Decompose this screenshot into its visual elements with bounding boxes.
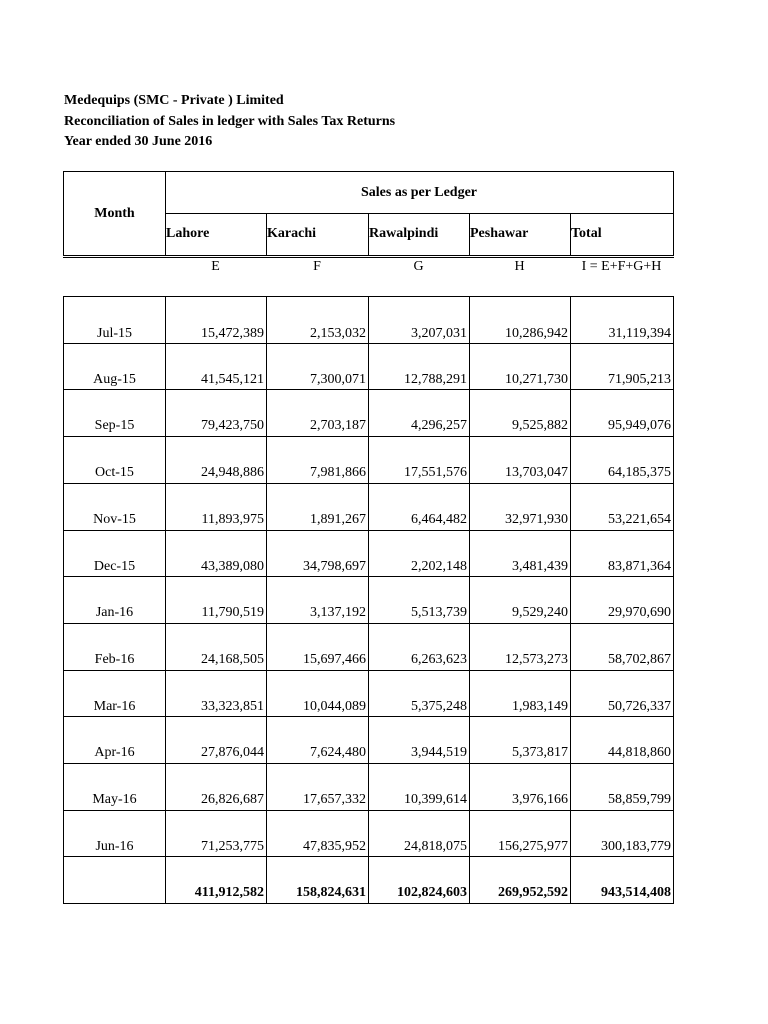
value-cell: 15,472,389 (165, 296, 267, 344)
value-cell: 5,513,739 (368, 576, 470, 624)
column-ref-4: I = E+F+G+H (581, 259, 662, 274)
value-cell: 15,697,466 (266, 623, 369, 671)
value-cell: 9,529,240 (469, 576, 571, 624)
column-header-4: Total (570, 213, 674, 256)
value-cell: 2,703,187 (266, 389, 369, 437)
value-cell: 11,893,975 (165, 483, 267, 531)
value-cell: 10,399,614 (368, 763, 470, 811)
value-cell: 12,788,291 (368, 343, 470, 390)
value-cell: 13,703,047 (469, 436, 571, 484)
column-header-3: Peshawar (469, 213, 571, 256)
month-cell: Dec-15 (63, 530, 166, 577)
value-cell: 3,481,439 (469, 530, 571, 577)
value-cell: 47,835,952 (266, 810, 369, 857)
value-cell: 41,545,121 (165, 343, 267, 390)
month-cell: Nov-15 (63, 483, 166, 531)
month-cell: Apr-16 (63, 716, 166, 764)
value-cell: 156,275,977 (469, 810, 571, 857)
value-cell: 17,657,332 (266, 763, 369, 811)
value-cell: 53,221,654 (570, 483, 674, 531)
value-cell: 34,798,697 (266, 530, 369, 577)
value-cell: 44,818,860 (570, 716, 674, 764)
value-cell: 24,948,886 (165, 436, 267, 484)
value-cell: 83,871,364 (570, 530, 674, 577)
value-cell: 3,207,031 (368, 296, 470, 344)
value-cell: 29,970,690 (570, 576, 674, 624)
value-cell: 2,153,032 (266, 296, 369, 344)
total-value-cell: 102,824,603 (368, 856, 470, 904)
report-title: Reconciliation of Sales in ledger with Sales Tax Returns (64, 113, 396, 129)
value-cell: 64,185,375 (570, 436, 674, 484)
value-cell: 17,551,576 (368, 436, 470, 484)
totals-label (63, 856, 166, 904)
month-column-header: Month (63, 171, 166, 256)
column-ref-0: E (211, 259, 220, 274)
value-cell: 27,876,044 (165, 716, 267, 764)
month-cell: Jul-15 (63, 296, 166, 344)
company-name: Medequips (SMC - Private ) Limited (64, 93, 284, 108)
value-cell: 6,464,482 (368, 483, 470, 531)
report-header (64, 91, 395, 153)
value-cell: 4,296,257 (368, 389, 470, 437)
value-cell: 2,202,148 (368, 530, 470, 577)
report-period: Year ended 30 June 2016 (64, 134, 213, 149)
value-cell: 3,944,519 (368, 716, 470, 764)
column-header-0: Lahore (165, 213, 267, 256)
total-value-cell: 158,824,631 (266, 856, 369, 904)
value-cell: 58,702,867 (570, 623, 674, 671)
month-cell: Feb-16 (63, 623, 166, 671)
month-cell: Oct-15 (63, 436, 166, 484)
value-cell: 79,423,750 (165, 389, 267, 437)
column-ref-3: H (514, 259, 525, 274)
value-cell: 24,818,075 (368, 810, 470, 857)
month-cell: Jun-16 (63, 810, 166, 857)
column-ref-2: G (413, 259, 424, 274)
sales-group-header: Sales as per Ledger (165, 171, 674, 214)
value-cell: 10,271,730 (469, 343, 571, 390)
value-cell: 43,389,080 (165, 530, 267, 577)
value-cell: 9,525,882 (469, 389, 571, 437)
value-cell: 71,253,775 (165, 810, 267, 857)
total-value-cell: 411,912,582 (165, 856, 267, 904)
value-cell: 11,790,519 (165, 576, 267, 624)
value-cell: 50,726,337 (570, 670, 674, 717)
month-cell: Aug-15 (63, 343, 166, 390)
value-cell: 7,300,071 (266, 343, 369, 390)
value-cell: 32,971,930 (469, 483, 571, 531)
value-cell: 10,044,089 (266, 670, 369, 717)
value-cell: 58,859,799 (570, 763, 674, 811)
column-header-1: Karachi (266, 213, 369, 256)
value-cell: 7,981,866 (266, 436, 369, 484)
value-cell: 5,373,817 (469, 716, 571, 764)
value-cell: 6,263,623 (368, 623, 470, 671)
total-value-cell: 943,514,408 (570, 856, 674, 904)
value-cell: 33,323,851 (165, 670, 267, 717)
month-cell: Sep-15 (63, 389, 166, 437)
value-cell: 10,286,942 (469, 296, 571, 344)
value-cell: 3,137,192 (266, 576, 369, 624)
value-cell: 95,949,076 (570, 389, 674, 437)
column-ref-1: F (313, 259, 321, 274)
value-cell: 5,375,248 (368, 670, 470, 717)
month-cell: Jan-16 (63, 576, 166, 624)
value-cell: 12,573,273 (469, 623, 571, 671)
month-cell: May-16 (63, 763, 166, 811)
total-value-cell: 269,952,592 (469, 856, 571, 904)
value-cell: 26,826,687 (165, 763, 267, 811)
value-cell: 31,119,394 (570, 296, 674, 344)
value-cell: 7,624,480 (266, 716, 369, 764)
value-cell: 300,183,779 (570, 810, 674, 857)
value-cell: 24,168,505 (165, 623, 267, 671)
value-cell: 71,905,213 (570, 343, 674, 390)
value-cell: 3,976,166 (469, 763, 571, 811)
value-cell: 1,983,149 (469, 670, 571, 717)
value-cell: 1,891,267 (266, 483, 369, 531)
month-cell: Mar-16 (63, 670, 166, 717)
column-header-2: Rawalpindi (368, 213, 470, 256)
